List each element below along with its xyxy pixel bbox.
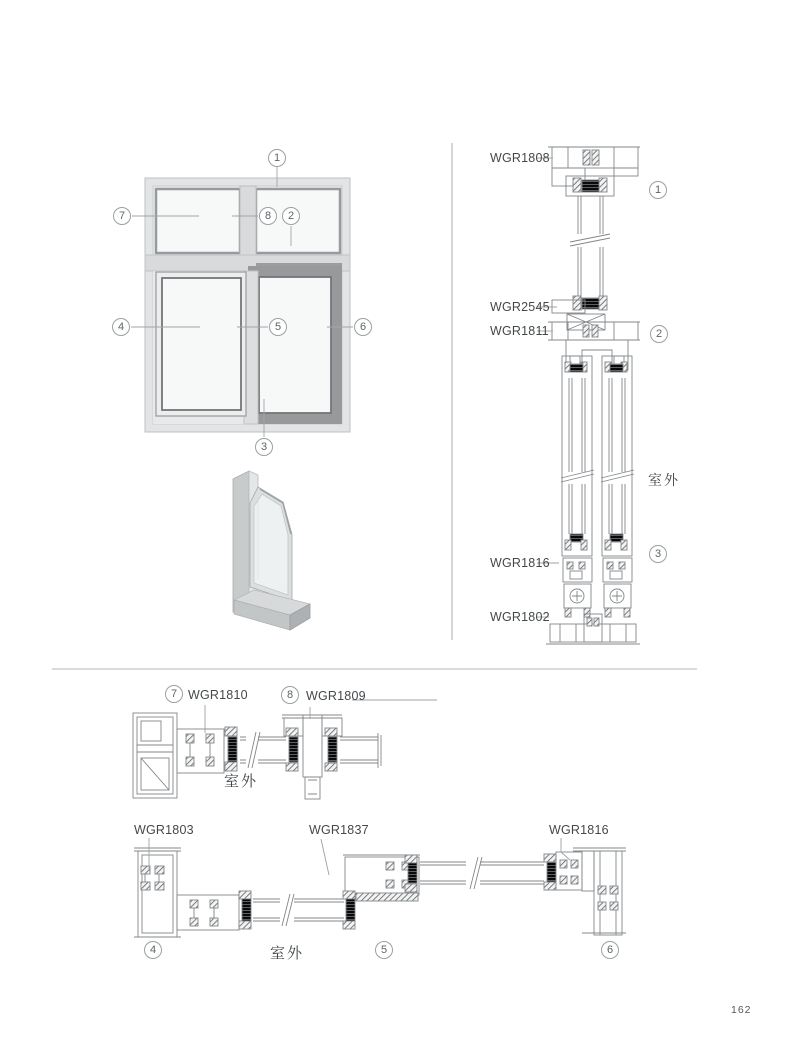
outdoor-label-bottom-row: 室外 — [270, 945, 305, 962]
page-number: 162 — [731, 1004, 752, 1016]
part-label-wgr1808: WGR1808 — [490, 151, 550, 165]
bottom-row-callout-6: 6 — [601, 941, 619, 959]
horizontal-section-bottom-drawing — [134, 838, 626, 937]
corner-sample-image — [233, 471, 310, 630]
part-label-wgr1803: WGR1803 — [134, 823, 194, 837]
elevation-callout-6: 6 — [354, 318, 372, 336]
elevation-callout-5: 5 — [269, 318, 287, 336]
vertical-section-drawing — [537, 147, 640, 644]
top-row-callout-7: 7 — [165, 685, 183, 703]
part-label-wgr1810: WGR1810 — [188, 688, 248, 702]
section-callout-2: 2 — [650, 325, 668, 343]
part-label-wgr1816-bottom: WGR1816 — [549, 823, 609, 837]
part-label-wgr2545: WGR2545 — [490, 300, 550, 314]
top-row-callout-8: 8 — [281, 686, 299, 704]
outdoor-label-vertical-section: 室外 — [648, 472, 680, 488]
part-label-wgr1809: WGR1809 — [306, 689, 366, 703]
bottom-row-callout-5: 5 — [375, 941, 393, 959]
window-elevation-drawing — [131, 167, 353, 437]
elevation-callout-8: 8 — [259, 207, 277, 225]
part-label-wgr1802: WGR1802 — [490, 610, 550, 624]
part-label-wgr1837: WGR1837 — [309, 823, 369, 837]
elevation-callout-3: 3 — [255, 438, 273, 456]
elevation-callout-7: 7 — [113, 207, 131, 225]
horizontal-section-top-drawing — [133, 700, 437, 799]
part-label-wgr1816-vertical: WGR1816 — [490, 556, 550, 570]
bottom-row-callout-4: 4 — [144, 941, 162, 959]
elevation-callout-2: 2 — [282, 207, 300, 225]
section-callout-1: 1 — [649, 181, 667, 199]
part-label-wgr1811: WGR1811 — [490, 324, 549, 338]
elevation-callout-4: 4 — [112, 318, 130, 336]
elevation-callout-1: 1 — [268, 149, 286, 167]
outdoor-label-top-row: 室外 — [224, 773, 259, 790]
section-callout-3: 3 — [649, 545, 667, 563]
